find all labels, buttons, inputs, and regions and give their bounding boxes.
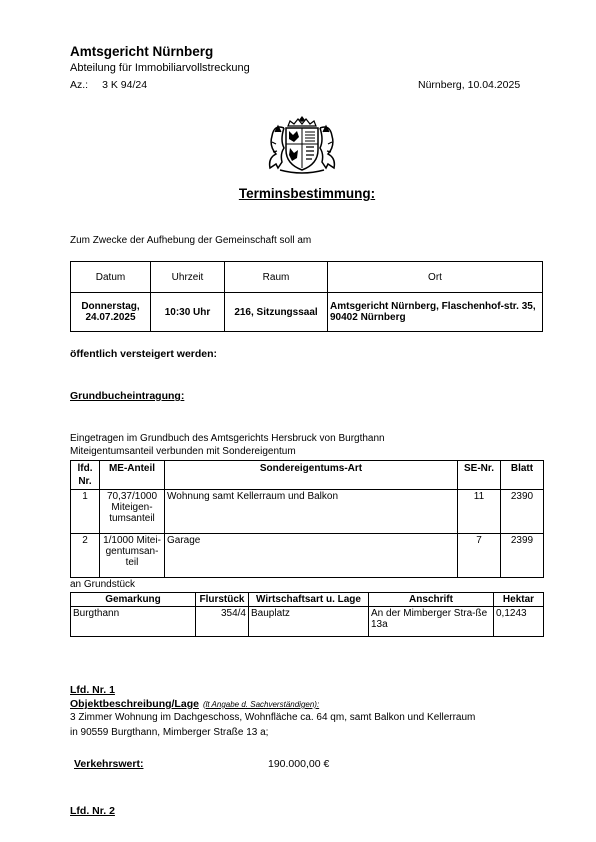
- col-header-anschrift: Anschrift: [369, 593, 494, 607]
- col-header-se-nr: SE-Nr.: [458, 461, 501, 490]
- row-gemarkung: Burgthann: [71, 607, 196, 637]
- court-name: Amtsgericht Nürnberg: [70, 44, 214, 59]
- row-se-nr: 7: [458, 534, 501, 578]
- col-header-se-art: Sondereigentums-Art: [165, 461, 458, 490]
- row-blatt: 2390: [501, 490, 544, 534]
- page-title: Terminsbestimmung:: [238, 186, 376, 201]
- col-header-gemarkung: Gemarkung: [71, 593, 196, 607]
- col-header-wirtschaftsart: Wirtschaftsart u. Lage: [249, 593, 369, 607]
- row-anteil: 70,37/1000 Miteigen-tumsanteil: [100, 490, 165, 534]
- grundbuch-text-2: Miteigentumsanteil verbunden mit Sondereigentum: [70, 446, 296, 457]
- col-header-uhrzeit: Uhrzeit: [151, 262, 225, 293]
- file-number-label: Az.:: [70, 79, 89, 91]
- object-description-label: [70, 698, 319, 710]
- row-flurstueck: 354/4: [196, 607, 249, 637]
- object-description-line-2: in 90559 Burgthann, Mimberger Straße 13 a;: [70, 727, 269, 738]
- appointment-time: 10:30 Uhr: [151, 293, 225, 332]
- row-anteil: 1/1000 Mitei-gentumsan-teil: [100, 534, 165, 578]
- file-number: [70, 79, 147, 91]
- row-anschrift: An der Mimberger Stra-ße 13a: [369, 607, 494, 637]
- table-row: [71, 534, 544, 578]
- row-se-nr: 11: [458, 490, 501, 534]
- appointment-table: [70, 261, 543, 332]
- col-header-me-anteil: ME-Anteil: [100, 461, 165, 490]
- col-header-ort: Ort: [328, 262, 543, 293]
- object-description-line-1: 3 Zimmer Wohnung im Dachgeschoss, Wohnfläche ca. 64 qm, samt Balkon und Kellerraum: [70, 712, 476, 723]
- grundbuch-text-1: Eingetragen im Grundbuch des Amtsgerichts Hersbruck von Burgthann: [70, 433, 385, 444]
- row-nr: 1: [71, 490, 100, 534]
- appointment-location: Amtsgericht Nürnberg, Flaschenhof-str. 35, 90402 Nürnberg: [328, 293, 543, 332]
- grundbuch-heading: Grundbucheintragung:: [70, 390, 185, 402]
- lfd-nr-2-heading: Lfd. Nr. 2: [70, 805, 115, 817]
- appointment-room: 216, Sitzungssaal: [225, 293, 328, 332]
- row-hektar: 0,1243: [494, 607, 544, 637]
- col-header-hektar: Hektar: [494, 593, 544, 607]
- row-nr: 2: [71, 534, 100, 578]
- col-header-raum: Raum: [225, 262, 328, 293]
- auction-statement: öffentlich versteigert werden:: [70, 348, 218, 360]
- file-number-value: 3 K 94/24: [102, 79, 148, 91]
- place-date: Nürnberg, 10.04.2025: [418, 79, 521, 91]
- appointment-date: Donnerstag, 24.07.2025: [71, 293, 151, 332]
- col-header-blatt: Blatt: [501, 461, 544, 490]
- col-header-flurstueck: Flurstück: [196, 593, 249, 607]
- department: Abteilung für Immobiliarvollstreckung: [70, 62, 250, 74]
- parcel-table: [70, 592, 544, 637]
- table-row: [71, 490, 544, 534]
- verkehrswert-value: 190.000,00 €: [268, 758, 330, 770]
- row-blatt: 2399: [501, 534, 544, 578]
- lfd-nr-1-heading: Lfd. Nr. 1: [70, 684, 115, 696]
- row-art: Garage: [165, 534, 458, 578]
- col-header-datum: Datum: [71, 262, 151, 293]
- ownership-table: [70, 460, 544, 578]
- grundstueck-label: an Grundstück: [70, 579, 136, 590]
- table-row: [71, 607, 544, 637]
- object-description-note: (lt Angabe d. Sachverständigen):: [202, 700, 320, 709]
- intro-text: Zum Zwecke der Aufhebung der Gemeinschaft soll am: [70, 235, 312, 246]
- object-description-title: Objektbeschreibung/Lage: [70, 698, 199, 710]
- col-header-lfd-nr: lfd. Nr.: [71, 461, 100, 490]
- row-art: Wohnung samt Kellerraum und Balkon: [165, 490, 458, 534]
- bavarian-coat-of-arms-icon: [262, 112, 342, 176]
- verkehrswert-label: Verkehrswert:: [74, 758, 144, 770]
- row-wirtschaftsart: Bauplatz: [249, 607, 369, 637]
